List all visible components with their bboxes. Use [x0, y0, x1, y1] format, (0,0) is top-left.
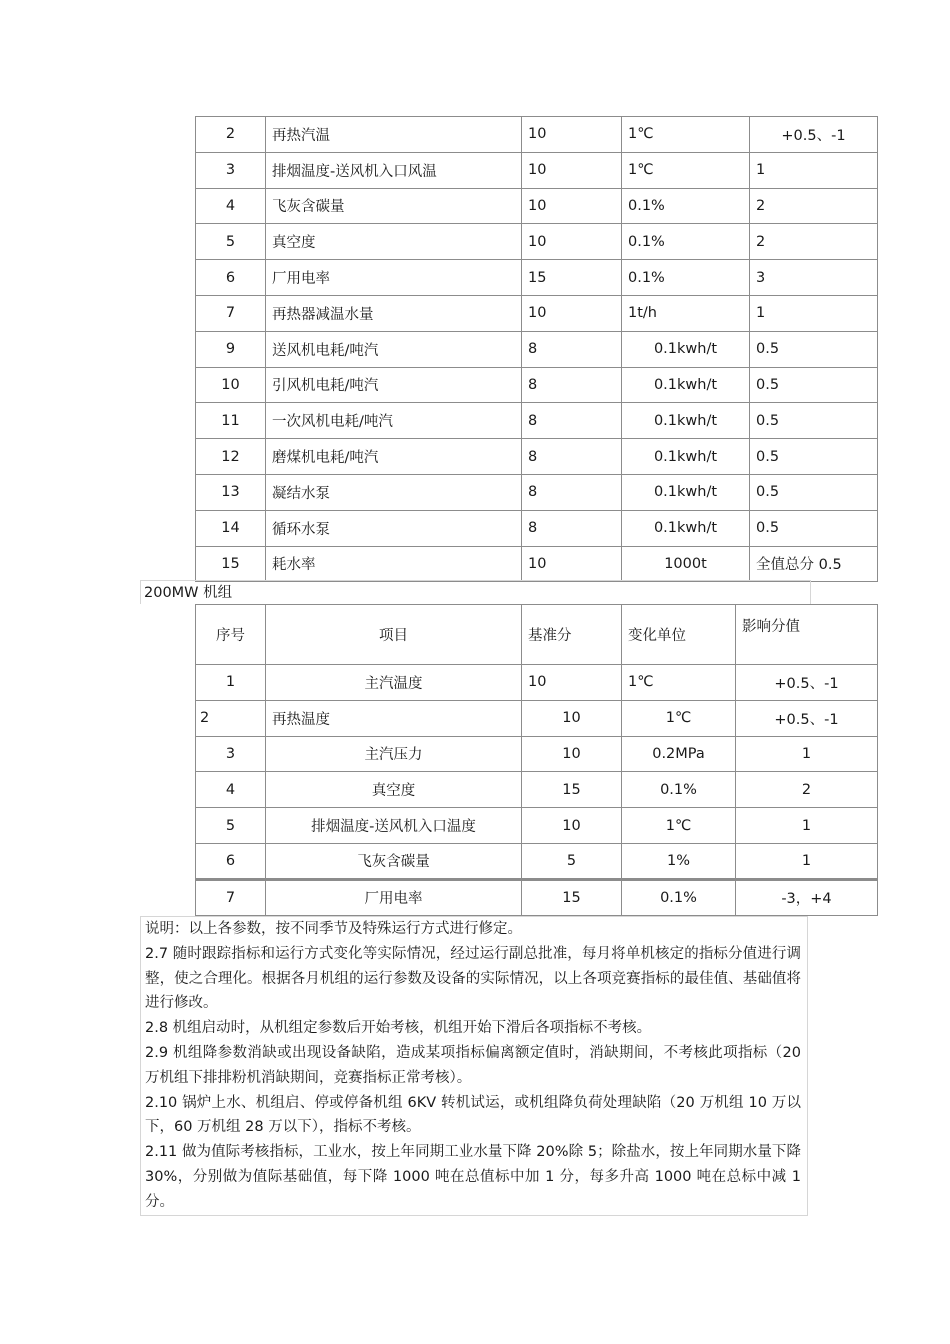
cell-base-score: 10 — [522, 808, 622, 844]
cell-item: 厂用电率 — [266, 879, 522, 915]
cell-index: 15 — [196, 546, 266, 582]
header-index: 序号 — [196, 605, 266, 665]
cell-base-score: 8 — [522, 403, 622, 439]
cell-item: 厂用电率 — [266, 260, 522, 296]
cell-base-score: 8 — [522, 439, 622, 475]
indicator-table-continued — [195, 116, 878, 582]
cell-change-unit: 0.1kwh/t — [622, 403, 750, 439]
cell-impact-score: +0.5、-1 — [750, 117, 878, 153]
cell-change-unit: 0.1% — [622, 772, 736, 808]
table-row — [196, 879, 878, 915]
cell-item: 送风机电耗/吨汽 — [266, 331, 522, 367]
cell-item: 凝结水泵 — [266, 474, 522, 510]
cell-impact-score: 3 — [750, 260, 878, 296]
cell-impact-score: 0.5 — [750, 510, 878, 546]
cell-index: 4 — [196, 188, 266, 224]
header-base-score: 基准分 — [522, 605, 622, 665]
table-row — [196, 367, 878, 403]
table-row — [196, 403, 878, 439]
table-row — [196, 224, 878, 260]
cell-base-score: 10 — [522, 117, 622, 153]
cell-impact-score: 1 — [736, 843, 878, 879]
cell-index: 14 — [196, 510, 266, 546]
table-row — [196, 546, 878, 582]
cell-item: 飞灰含碳量 — [266, 843, 522, 879]
table-row — [196, 736, 878, 772]
cell-impact-score: 2 — [750, 224, 878, 260]
cell-change-unit: 1℃ — [622, 665, 736, 701]
cell-impact-score: 2 — [750, 188, 878, 224]
header-item: 项目 — [266, 605, 522, 665]
table-row — [196, 665, 878, 701]
cell-change-unit: 1℃ — [622, 808, 736, 844]
note-paragraph: 2.9 机组降参数消缺或出现设备缺陷，造成某项指标偏离额定值时，消缺期间，不考核此项指标（20 万机组下排排粉机消缺期间，竞赛指标正常考核）。 — [145, 1044, 801, 1086]
cell-change-unit: 0.1% — [622, 260, 750, 296]
cell-impact-score: -3，+4 — [736, 879, 878, 915]
note-paragraph: 2.11 做为值际考核指标，工业水，按上年同期工业水量下降 20%除 5；除盐水，按上年同期水量下降 30%，分别做为值际基础值，每下降 1000 吨在总值标中加 1 分，每多升高 1000 吨在总标中减 1 分。 — [145, 1144, 801, 1210]
cell-index: 5 — [196, 224, 266, 260]
cell-base-score: 10 — [522, 665, 622, 701]
cell-impact-score: 0.5 — [750, 439, 878, 475]
cell-impact-score: 0.5 — [750, 474, 878, 510]
cell-index: 3 — [196, 152, 266, 188]
cell-base-score: 10 — [522, 546, 622, 582]
cell-item: 再热器减温水量 — [266, 295, 522, 331]
cell-impact-score: +0.5、-1 — [736, 700, 878, 736]
cell-item: 主汽温度 — [266, 665, 522, 701]
cell-change-unit: 0.1kwh/t — [622, 367, 750, 403]
cell-base-score: 15 — [522, 772, 622, 808]
cell-impact-score: 2 — [736, 772, 878, 808]
cell-item: 磨煤机电耗/吨汽 — [266, 439, 522, 475]
cell-change-unit: 1t/h — [622, 295, 750, 331]
table-row — [196, 331, 878, 367]
note-paragraph: 2.8 机组启动时，从机组定参数后开始考核，机组开始下滑后各项指标不考核。 — [145, 1020, 652, 1037]
cell-base-score: 10 — [522, 736, 622, 772]
cell-index: 12 — [196, 439, 266, 475]
table-row — [196, 843, 878, 879]
notes-section — [140, 916, 808, 1216]
cell-base-score: 10 — [522, 295, 622, 331]
cell-change-unit: 1℃ — [622, 152, 750, 188]
table-row — [196, 474, 878, 510]
cell-change-unit: 0.1% — [622, 188, 750, 224]
cell-item: 主汽压力 — [266, 736, 522, 772]
cell-index: 6 — [196, 260, 266, 296]
cell-base-score: 10 — [522, 700, 622, 736]
table-row — [196, 152, 878, 188]
cell-change-unit: 0.1% — [622, 879, 736, 915]
cell-impact-score: 1 — [750, 295, 878, 331]
header-change-unit: 变化单位 — [622, 605, 736, 665]
cell-impact-score: 0.5 — [750, 367, 878, 403]
cell-change-unit: 0.2MPa — [622, 736, 736, 772]
table-row — [196, 510, 878, 546]
cell-item: 飞灰含碳量 — [266, 188, 522, 224]
header-impact-score: 影响分值 — [736, 605, 878, 665]
cell-change-unit: 0.1kwh/t — [622, 331, 750, 367]
cell-item: 循环水泵 — [266, 510, 522, 546]
cell-item: 一次风机电耗/吨汽 — [266, 403, 522, 439]
cell-item: 真空度 — [266, 772, 522, 808]
cell-index: 4 — [196, 772, 266, 808]
cell-index: 2 — [196, 117, 266, 153]
cell-impact-score: 1 — [736, 736, 878, 772]
cell-base-score: 8 — [522, 367, 622, 403]
cell-change-unit: 0.1% — [622, 224, 750, 260]
cell-change-unit: 0.1kwh/t — [622, 474, 750, 510]
note-paragraph: 2.10 锅炉上水、机组启、停或停备机组 6KV 转机试运，或机组降负荷处理缺陷（20 万机组 10 万以下，60 万机组 28 万以下），指标不考核。 — [145, 1094, 801, 1136]
cell-base-score: 10 — [522, 152, 622, 188]
table-row — [196, 117, 878, 153]
table-row — [196, 439, 878, 475]
cell-impact-score: 全值总分 0.5 — [750, 546, 878, 582]
cell-change-unit: 1℃ — [622, 117, 750, 153]
cell-index: 3 — [196, 736, 266, 772]
cell-impact-score: 1 — [750, 152, 878, 188]
cell-index: 10 — [196, 367, 266, 403]
cell-index: 13 — [196, 474, 266, 510]
cell-base-score: 8 — [522, 510, 622, 546]
cell-index: 7 — [196, 879, 266, 915]
cell-index: 2 — [196, 700, 266, 736]
table-header-row — [196, 605, 878, 665]
cell-index: 9 — [196, 331, 266, 367]
cell-index: 6 — [196, 843, 266, 879]
cell-item: 真空度 — [266, 224, 522, 260]
table-row — [196, 808, 878, 844]
section-label-200mw: 200MW 机组 — [140, 580, 811, 604]
cell-base-score: 15 — [522, 879, 622, 915]
note-paragraph: 2.7 随时跟踪指标和运行方式变化等实际情况，经过运行副总批准，每月将单机核定的指标分值进行调整，使之合理化。根据各月机组的运行参数及设备的实际情况，以上各项竞赛指标的最佳值、基础值将进行修改。 — [145, 945, 801, 1012]
indicator-table-200mw — [195, 604, 878, 916]
cell-base-score: 10 — [522, 224, 622, 260]
cell-index: 1 — [196, 665, 266, 701]
table-row — [196, 260, 878, 296]
table-row — [196, 188, 878, 224]
cell-base-score: 5 — [522, 843, 622, 879]
cell-index: 7 — [196, 295, 266, 331]
cell-impact-score: 0.5 — [750, 403, 878, 439]
cell-index: 11 — [196, 403, 266, 439]
cell-change-unit: 1℃ — [622, 700, 736, 736]
cell-base-score: 15 — [522, 260, 622, 296]
note-paragraph: 说明：以上各参数，按不同季节及特殊运行方式进行修定。 — [145, 921, 522, 937]
cell-base-score: 10 — [522, 188, 622, 224]
cell-base-score: 8 — [522, 331, 622, 367]
cell-impact-score: 1 — [736, 808, 878, 844]
cell-change-unit: 1% — [622, 843, 736, 879]
cell-item: 再热汽温 — [266, 117, 522, 153]
cell-item: 排烟温度-送风机入口温度 — [266, 808, 522, 844]
cell-change-unit: 0.1kwh/t — [622, 510, 750, 546]
table-row — [196, 700, 878, 736]
cell-item: 耗水率 — [266, 546, 522, 582]
table-row — [196, 295, 878, 331]
cell-item: 引风机电耗/吨汽 — [266, 367, 522, 403]
table-row — [196, 772, 878, 808]
cell-index: 5 — [196, 808, 266, 844]
cell-item: 再热温度 — [266, 700, 522, 736]
cell-item: 排烟温度-送风机入口风温 — [266, 152, 522, 188]
cell-impact-score: +0.5、-1 — [736, 665, 878, 701]
cell-impact-score: 0.5 — [750, 331, 878, 367]
cell-change-unit: 0.1kwh/t — [622, 439, 750, 475]
cell-base-score: 8 — [522, 474, 622, 510]
cell-change-unit: 1000t — [622, 546, 750, 582]
